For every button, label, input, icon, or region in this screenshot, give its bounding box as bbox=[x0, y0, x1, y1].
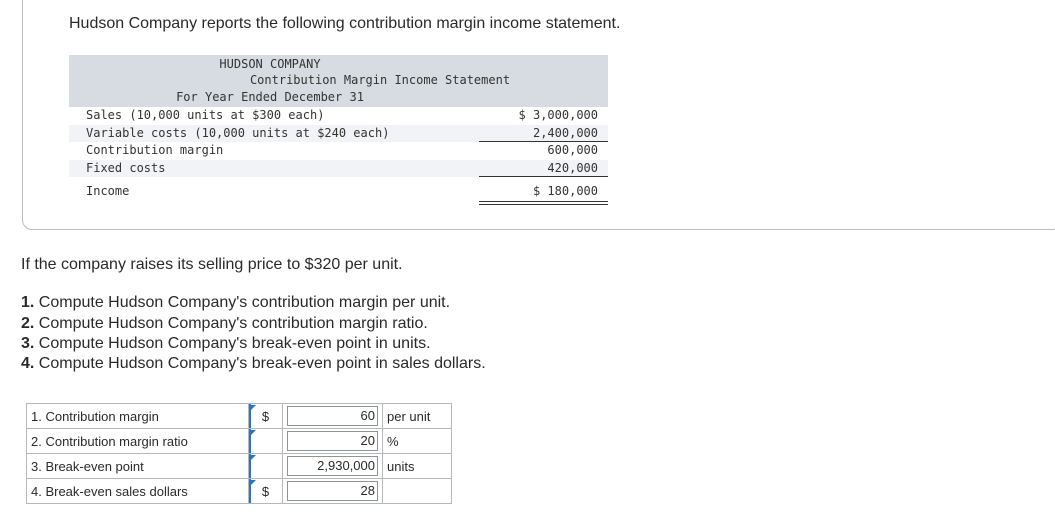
question-number: 2. bbox=[21, 315, 35, 332]
question-text: Compute Hudson Company's break-even point in units. bbox=[38, 335, 431, 352]
answer-value[interactable]: 20 bbox=[287, 431, 378, 451]
row-label: Fixed costs bbox=[86, 160, 166, 175]
answer-table bbox=[26, 403, 452, 504]
answer-input[interactable] bbox=[283, 454, 383, 479]
row-amount: 600,000 bbox=[547, 143, 598, 157]
row-amount: $ 3,000,000 bbox=[518, 108, 598, 122]
statement-row bbox=[69, 160, 608, 178]
currency-symbol: $ bbox=[261, 408, 270, 424]
row-amount: 2,400,000 bbox=[532, 125, 598, 140]
answer-unit: units bbox=[383, 454, 452, 479]
row-label: Income bbox=[86, 184, 130, 198]
statement-period: For Year Ended December 31 bbox=[176, 90, 364, 104]
answer-label: 1. Contribution margin bbox=[27, 404, 249, 429]
answer-value[interactable]: 2,930,000 bbox=[287, 456, 378, 476]
answer-row bbox=[27, 454, 452, 479]
answer-label: 2. Contribution margin ratio bbox=[27, 429, 249, 454]
answer-row bbox=[27, 404, 452, 429]
scenario-text: If the company raises its selling price to $320 per unit. bbox=[21, 256, 403, 273]
row-amount: $ 180,000 bbox=[532, 184, 598, 198]
answer-row bbox=[27, 479, 452, 504]
answer-unit: per unit bbox=[383, 404, 452, 429]
answer-label: 3. Break-even point bbox=[27, 454, 249, 479]
question-number: 3. bbox=[21, 335, 35, 352]
intro-text: Hudson Company reports the following contribution margin income statement. bbox=[69, 15, 621, 32]
statement-row-income bbox=[69, 181, 608, 201]
double-underline bbox=[479, 201, 608, 205]
answer-unit bbox=[383, 479, 452, 504]
currency-cell bbox=[249, 429, 283, 454]
flag-icon bbox=[250, 430, 256, 436]
statement-header bbox=[69, 55, 608, 107]
company-name: HUDSON COMPANY bbox=[219, 57, 321, 71]
answer-value[interactable]: 60 bbox=[287, 406, 378, 426]
statement-title: Contribution Margin Income Statement bbox=[249, 73, 511, 87]
answer-value[interactable]: 28 bbox=[287, 481, 378, 501]
row-label: Contribution margin bbox=[86, 143, 224, 157]
row-label: Variable costs (10,000 units at $240 each) bbox=[86, 125, 390, 140]
answer-unit: % bbox=[383, 429, 452, 454]
income-statement bbox=[69, 55, 608, 201]
underline bbox=[479, 176, 608, 177]
answer-input[interactable] bbox=[283, 479, 383, 504]
statement-row bbox=[69, 107, 608, 125]
statement-row bbox=[69, 142, 608, 160]
question-text: Compute Hudson Company's contribution margin per unit. bbox=[38, 294, 451, 311]
question-1 bbox=[21, 293, 450, 313]
question-3 bbox=[21, 334, 431, 354]
currency-cell bbox=[249, 404, 283, 429]
question-text: Compute Hudson Company's break-even point in sales dollars. bbox=[38, 355, 486, 372]
answer-label: 4. Break-even sales dollars bbox=[27, 479, 249, 504]
currency-cell bbox=[249, 479, 283, 504]
row-amount: 420,000 bbox=[547, 160, 598, 175]
question-text: Compute Hudson Company's contribution margin ratio. bbox=[38, 315, 428, 332]
statement-row bbox=[69, 125, 608, 143]
answer-input[interactable] bbox=[283, 404, 383, 429]
question-number: 1. bbox=[21, 294, 35, 311]
currency-symbol: $ bbox=[261, 483, 270, 499]
question-2 bbox=[21, 314, 428, 334]
flag-icon bbox=[250, 480, 256, 486]
flag-icon bbox=[250, 405, 256, 411]
question-4 bbox=[21, 354, 486, 374]
question-number: 4. bbox=[21, 355, 35, 372]
answer-row bbox=[27, 429, 452, 454]
answer-input[interactable] bbox=[283, 429, 383, 454]
row-label: Sales (10,000 units at $300 each) bbox=[86, 108, 325, 122]
flag-icon bbox=[250, 455, 256, 461]
currency-cell bbox=[249, 454, 283, 479]
